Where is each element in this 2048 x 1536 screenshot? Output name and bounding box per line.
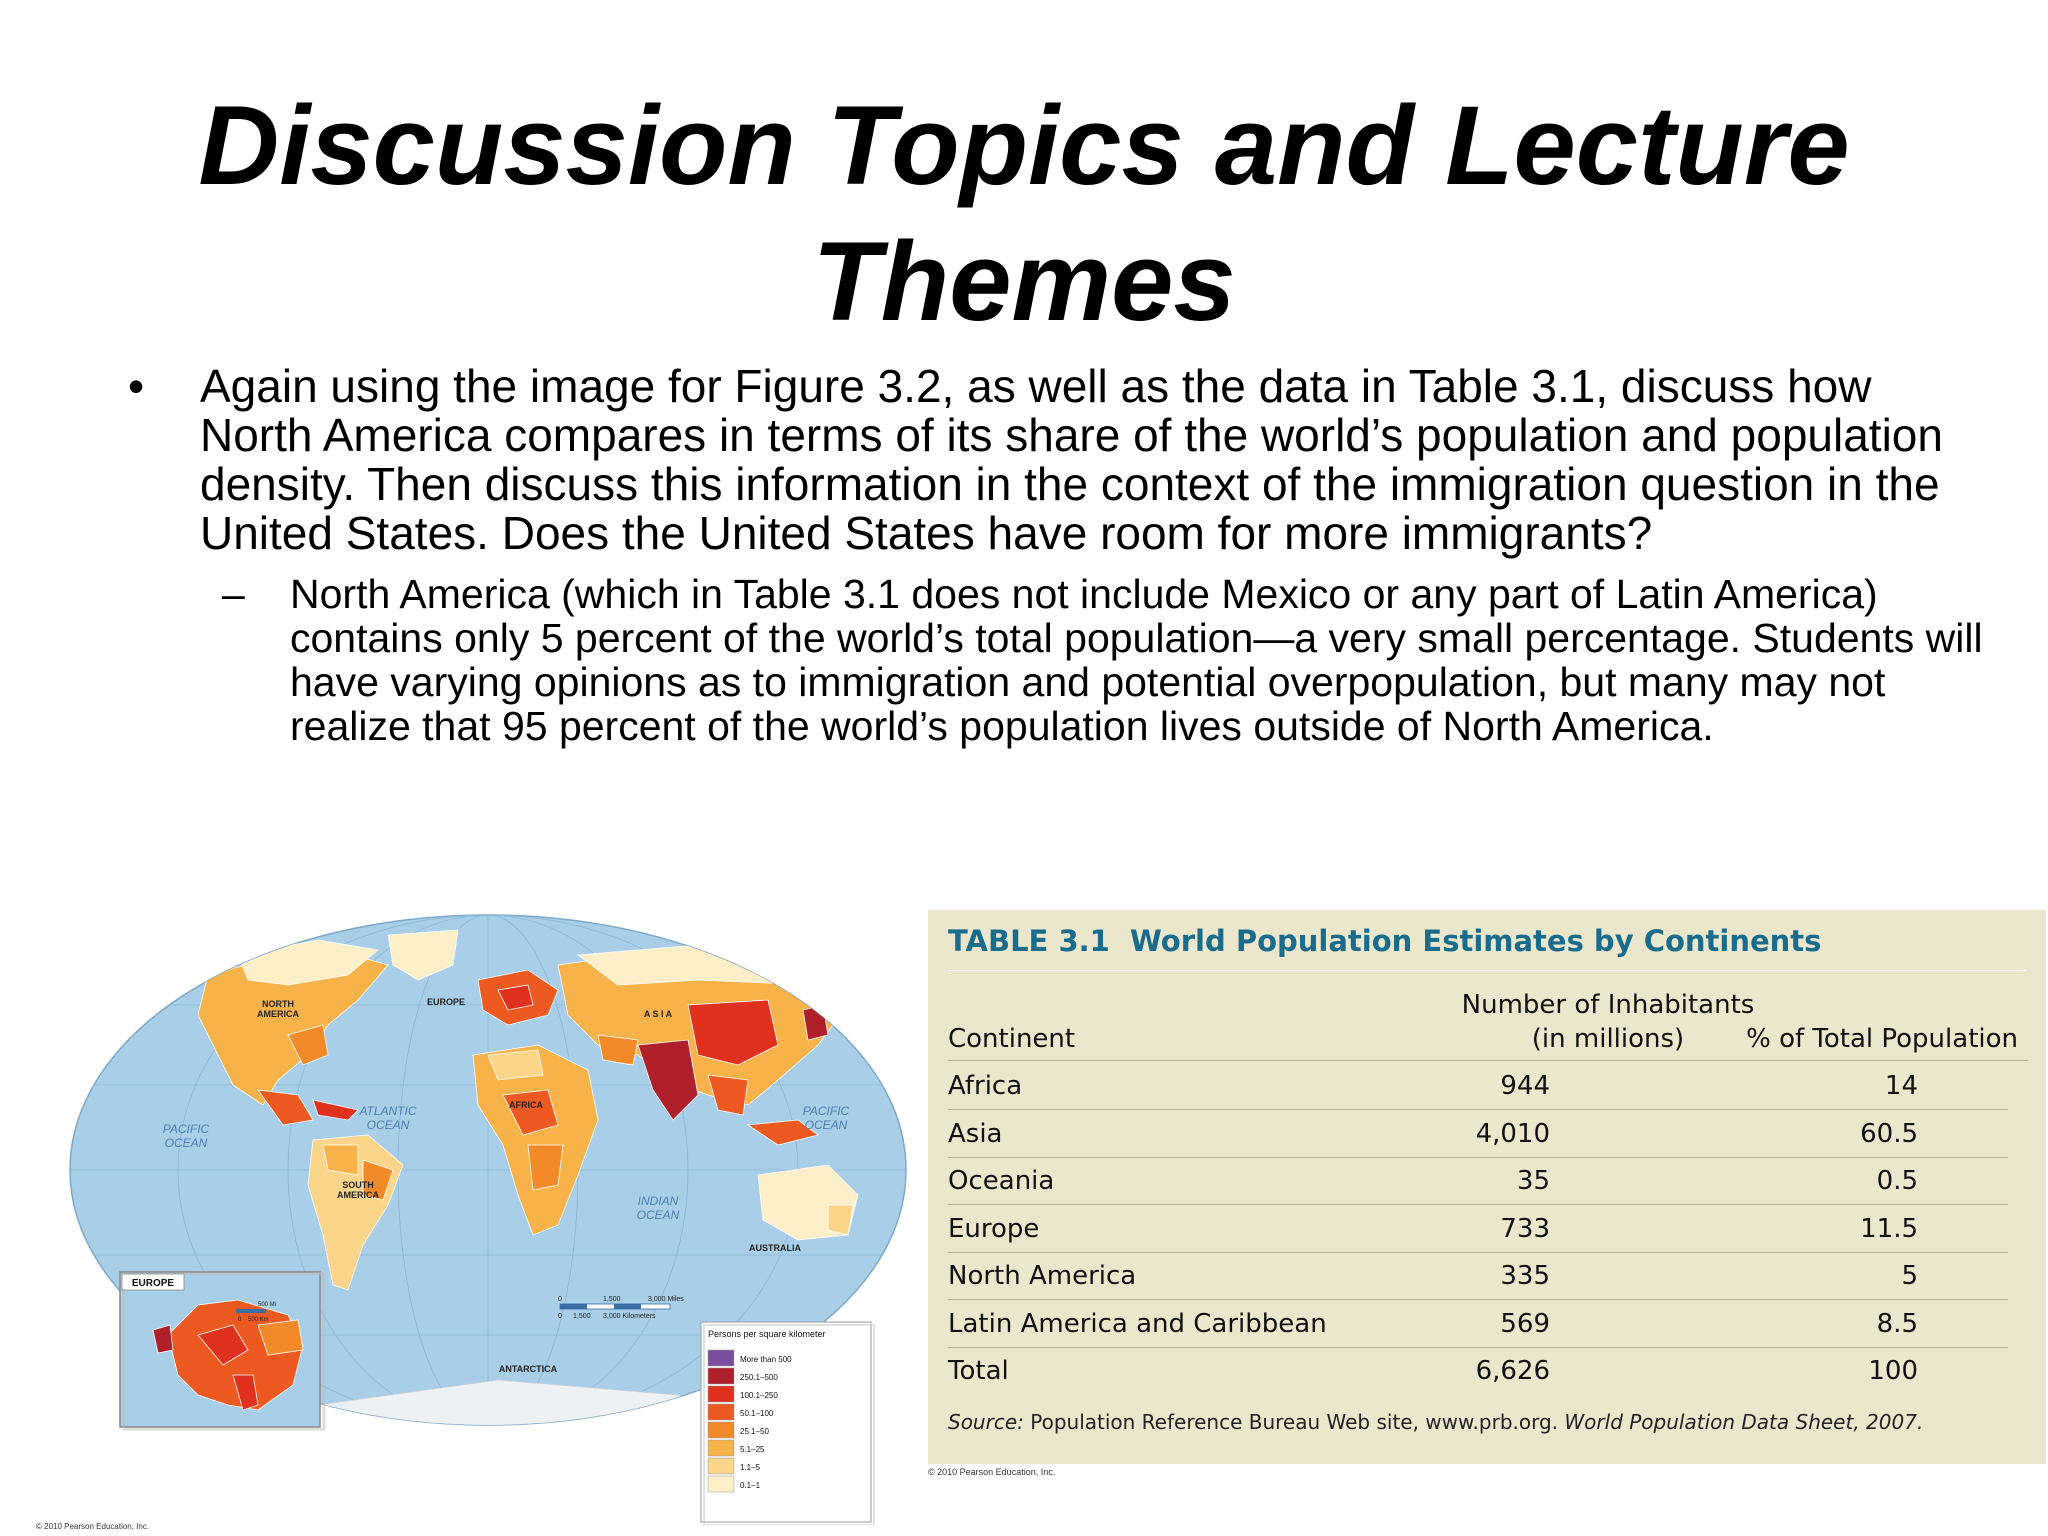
cell-continent: Africa [948, 1071, 1023, 1101]
world-population-density-map [58, 905, 908, 1525]
header-continent: Continent [948, 1024, 1076, 1054]
legend-swatch [708, 1422, 734, 1438]
sub-bullet-text: North America (which in Table 3.1 does not include Mexico or any part of Latin America) contains only 5 percent of the world’s total population—a very small percentage. Students will have varying opinions as to immigration and potential overpopulation, but many may not realize that 95 percent of the world’s population lives outside of North America. [290, 571, 1983, 749]
scale-km-0: 0 [558, 1313, 562, 1320]
label-atlantic-2: OCEAN [366, 1118, 410, 1132]
cell-inhabitants: 569 [1500, 1308, 1550, 1339]
bullet-item [120, 362, 1990, 558]
label-australia: AUSTRALIA [749, 1243, 801, 1253]
cell-percent: 60.5 [1860, 1118, 1918, 1149]
legend-label: 25.1–50 [740, 1427, 769, 1436]
label-antarctica: ANTARCTICA [498, 1364, 558, 1374]
bullet-marker: • [128, 360, 145, 412]
label-asia: A S I A [643, 1009, 673, 1019]
table-title: World Population Estimates by Continents [1129, 924, 1822, 958]
label-africa: AFRICA [509, 1100, 543, 1110]
cell-inhabitants: 335 [1500, 1261, 1550, 1291]
cell-percent: 5 [1901, 1261, 1918, 1291]
inset-scale-zero: 0 [238, 1317, 242, 1323]
cell-continent: Asia [948, 1118, 1003, 1149]
legend-swatch [708, 1368, 734, 1384]
scale-mi-1500: 1,500 [603, 1296, 621, 1303]
label-indian: INDIAN [637, 1194, 679, 1208]
cell-inhabitants: 6,626 [1475, 1356, 1550, 1386]
legend-label: 0.1–1 [740, 1481, 761, 1490]
caption-divider [948, 970, 2026, 971]
legend-label: 100.1–250 [740, 1391, 778, 1400]
slide-title: Discussion Topics and Lecture Themes [198, 83, 1850, 344]
cell-continent: Total [948, 1356, 1009, 1386]
table-row [948, 1157, 2008, 1205]
bullet-list [120, 362, 1990, 748]
table-caption [948, 924, 1821, 958]
sub-bullet-item [120, 572, 1990, 748]
cell-inhabitants: 4,010 [1475, 1118, 1550, 1149]
cell-continent: Europe [948, 1213, 1040, 1244]
source-label: Source: [948, 1410, 1024, 1434]
header-inhabitants-2: (in millions) [1531, 1024, 1685, 1054]
cell-inhabitants: 733 [1500, 1213, 1550, 1244]
table-source [948, 1410, 1923, 1434]
legend-swatch [708, 1476, 734, 1492]
map-copyright: © 2010 Pearson Education, Inc. [36, 1522, 150, 1531]
inset-scale-mi: 500 Mi [258, 1302, 277, 1308]
table-copyright: © 2010 Pearson Education, Inc. [928, 1467, 1056, 1477]
cell-percent: 0.5 [1876, 1166, 1918, 1196]
legend-label: More than 500 [740, 1355, 792, 1364]
scale-mi-0: 0 [558, 1296, 562, 1303]
header-inhabitants-1: Number of Inhabitants [1461, 990, 1755, 1020]
legend-label: 5.1–25 [740, 1445, 765, 1454]
header-divider [948, 1060, 2028, 1061]
cell-percent: 14 [1884, 1071, 1918, 1101]
sub-bullet-marker: – [222, 571, 245, 617]
cell-continent: Oceania [948, 1166, 1055, 1196]
population-table [928, 910, 2046, 1464]
legend-label: 250.1–500 [740, 1373, 778, 1382]
inset-title: EUROPE [131, 1278, 175, 1289]
legend-swatch [708, 1350, 734, 1366]
scale-km-1500: 1,500 [573, 1313, 591, 1320]
scale-mi-3000: 3,000 Miles [648, 1296, 684, 1303]
table-row [948, 1110, 2008, 1158]
label-pacific-right: PACIFIC [802, 1104, 850, 1118]
source-text: Population Reference Bureau Web site, www.prb.org. [1023, 1410, 1565, 1434]
legend-label: 50.1–100 [740, 1409, 774, 1418]
label-indian-2: OCEAN [636, 1208, 680, 1222]
cell-percent: 8.5 [1876, 1308, 1918, 1339]
legend-swatch [708, 1458, 734, 1474]
table-row [948, 1205, 2008, 1253]
source-italic: World Population Data Sheet, 2007. [1564, 1410, 1924, 1434]
table-row [948, 1062, 2008, 1110]
label-south-america-2: AMERICA [337, 1190, 379, 1200]
cell-inhabitants: 35 [1516, 1166, 1550, 1196]
table-row [948, 1300, 2008, 1348]
label-europe: EUROPE [426, 997, 466, 1007]
table-row [948, 1347, 2008, 1394]
map-legend [701, 1322, 874, 1525]
cell-continent: Latin America and Caribbean [948, 1308, 1327, 1339]
cell-continent: North America [948, 1261, 1137, 1291]
legend-swatch [708, 1440, 734, 1456]
label-north-america-2: AMERICA [257, 1009, 299, 1019]
table-row [948, 1252, 2008, 1300]
cell-inhabitants: 944 [1500, 1071, 1550, 1101]
label-pacific-left: PACIFIC [162, 1122, 210, 1136]
europe-inset [120, 1272, 324, 1429]
legend-swatch [708, 1404, 734, 1420]
inset-scale-km: 500 Km [248, 1317, 269, 1323]
bullet-main-text: Again using the image for Figure 3.2, as well as the data in Table 3.1, discuss how North America compares in terms of its share of the world’s population and population density. Then discuss this information in the context of the immigration question in the United States. Does the United States have room for more immigrants? [200, 360, 1943, 559]
label-pacific-right-2: OCEAN [804, 1118, 848, 1132]
legend-label: 1.1–5 [740, 1463, 761, 1472]
legend-swatch [708, 1386, 734, 1402]
cell-percent: 100 [1868, 1356, 1918, 1386]
label-pacific-left-2: OCEAN [164, 1136, 208, 1150]
cell-percent: 11.5 [1860, 1213, 1918, 1244]
label-atlantic: ATLANTIC [359, 1104, 417, 1118]
label-north-america: NORTH [262, 999, 294, 1009]
label-south-america: SOUTH [342, 1180, 374, 1190]
header-percent: % of Total Population [1746, 1024, 2018, 1054]
scale-km-3000: 3,000 Kilometers [603, 1313, 656, 1320]
table-number: TABLE 3.1 [948, 924, 1110, 958]
legend-title: Persons per square kilometer [708, 1329, 826, 1339]
